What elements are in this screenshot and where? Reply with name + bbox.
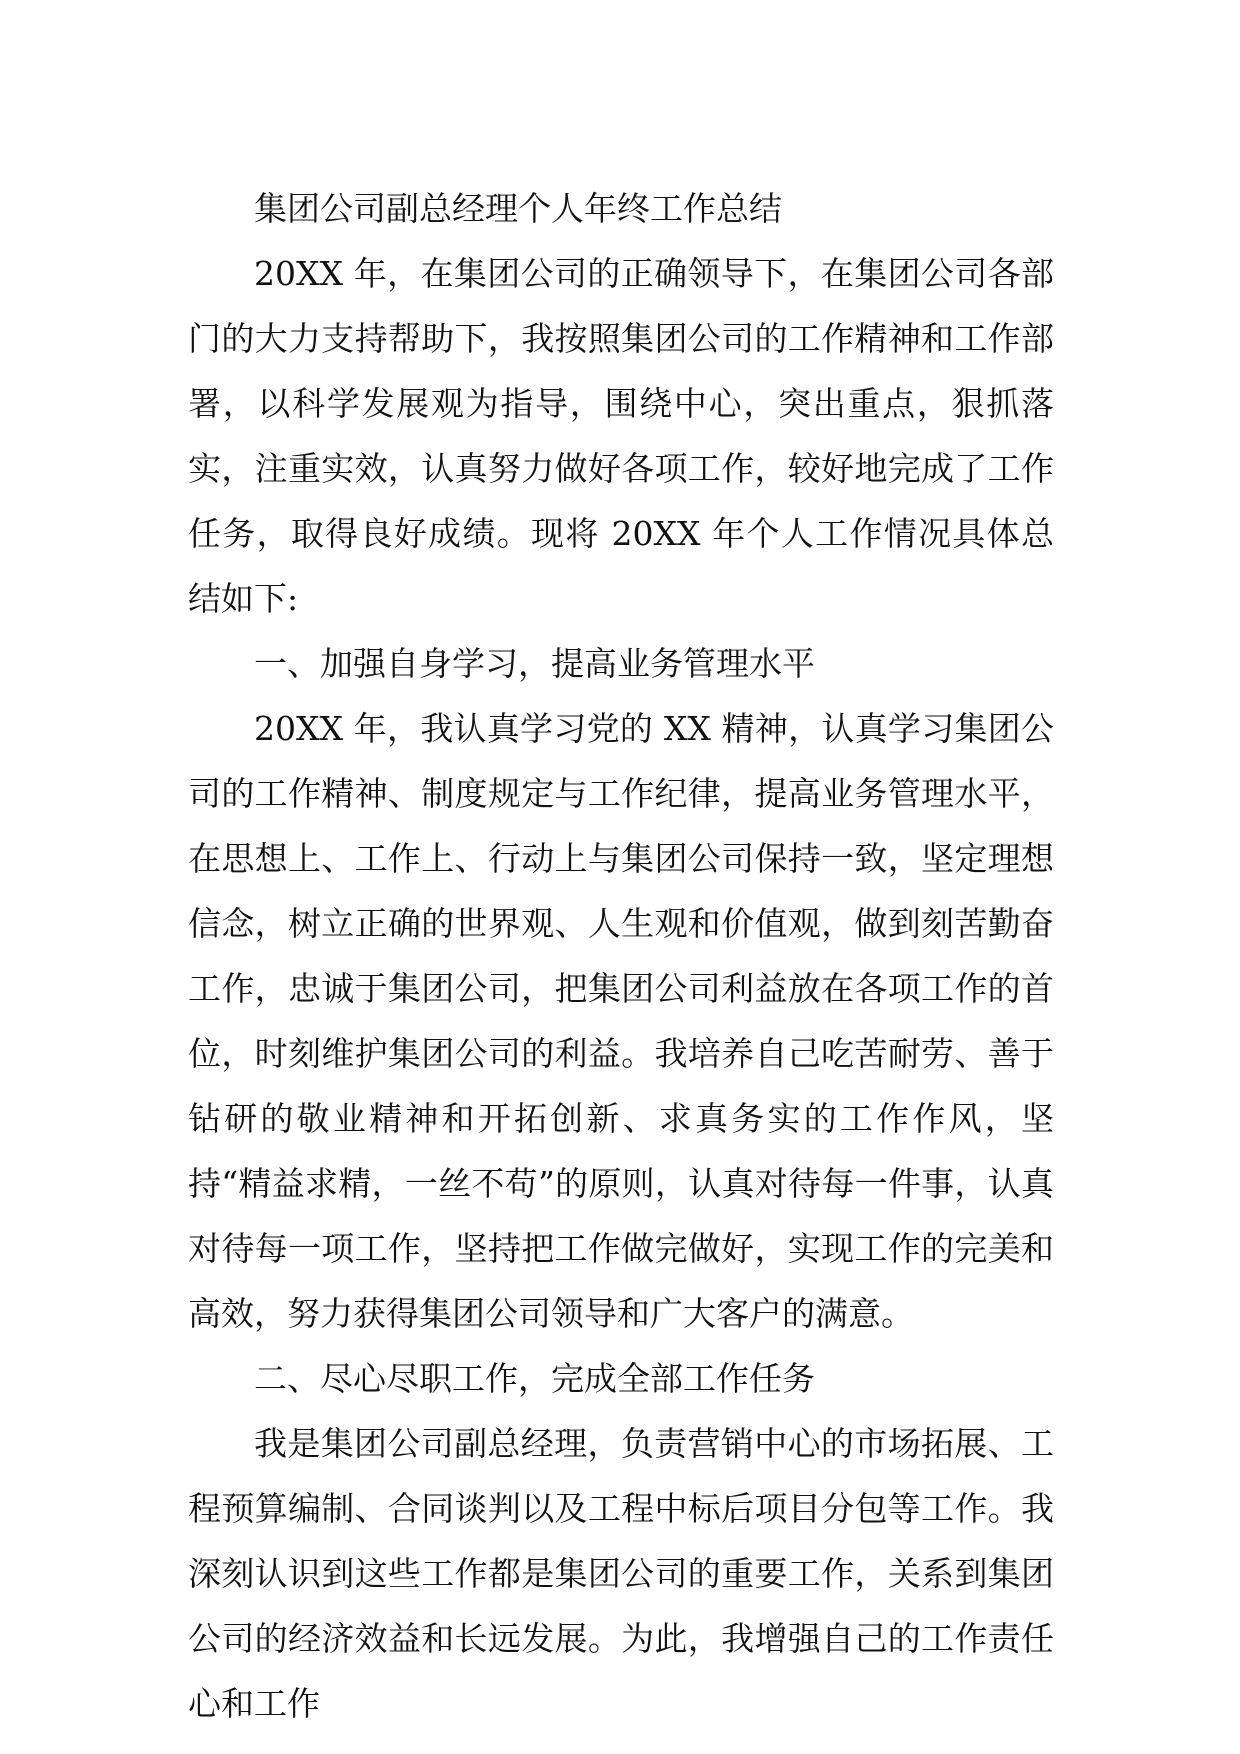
body-paragraph: 20XX 年，在集团公司的正确领导下，在集团公司各部门的大力支持帮助下，我按照集团公司的工作精神和工作部署，以科学发展观为指导，围绕中心，突出重点，狠抓落实，注重实效，认真努力做好各项工作，较好地完成了工作任务，取得良好成绩。现将 20XX 年个人工作情况具体总结如下: [188,254,1054,618]
section-heading-1: 一、加强自身学习，提高业务管理水平 [254,644,815,683]
body-paragraph: 我是集团公司副总经理，负责营销中心的市场拓展、工程预算编制、合同谈判以及工程中标后项目分包等工作。我深刻认识到这些工作都是集团公司的重要工作，关系到集团公司的经济效益和长远发展。为此，我增强自己的工作责任心和工作 [188,1424,1054,1723]
document-title: 集团公司副总经理个人年终工作总结 [254,189,782,228]
section-heading-2: 二、尽心尽职工作，完成全部工作任务 [254,1359,815,1398]
body-paragraph: 20XX 年，我认真学习党的 XX 精神，认真学习集团公司的工作精神、制度规定与工作纪律，提高业务管理水平，在思想上、工作上、行动上与集团公司保持一致，坚定理想信念，树立正确的世界观、人生观和价值观，做到刻苦勤奋工作，忠诚于集团公司，把集团公司利益放在各项工作的首位，时刻维护集团公司的利益。我培养自己吃苦耐劳、善于钻研的敬业精神和开拓创新、求真务实的工作作风，坚持“精益求精，一丝不苟”的原则，认真对待每一件事，认真对待每一项工作，坚持把工作做完做好，实现工作的完美和高效，努力获得集团公司领导和广大客户的满意。 [188,709,1054,1333]
document-body [188,176,1054,1736]
